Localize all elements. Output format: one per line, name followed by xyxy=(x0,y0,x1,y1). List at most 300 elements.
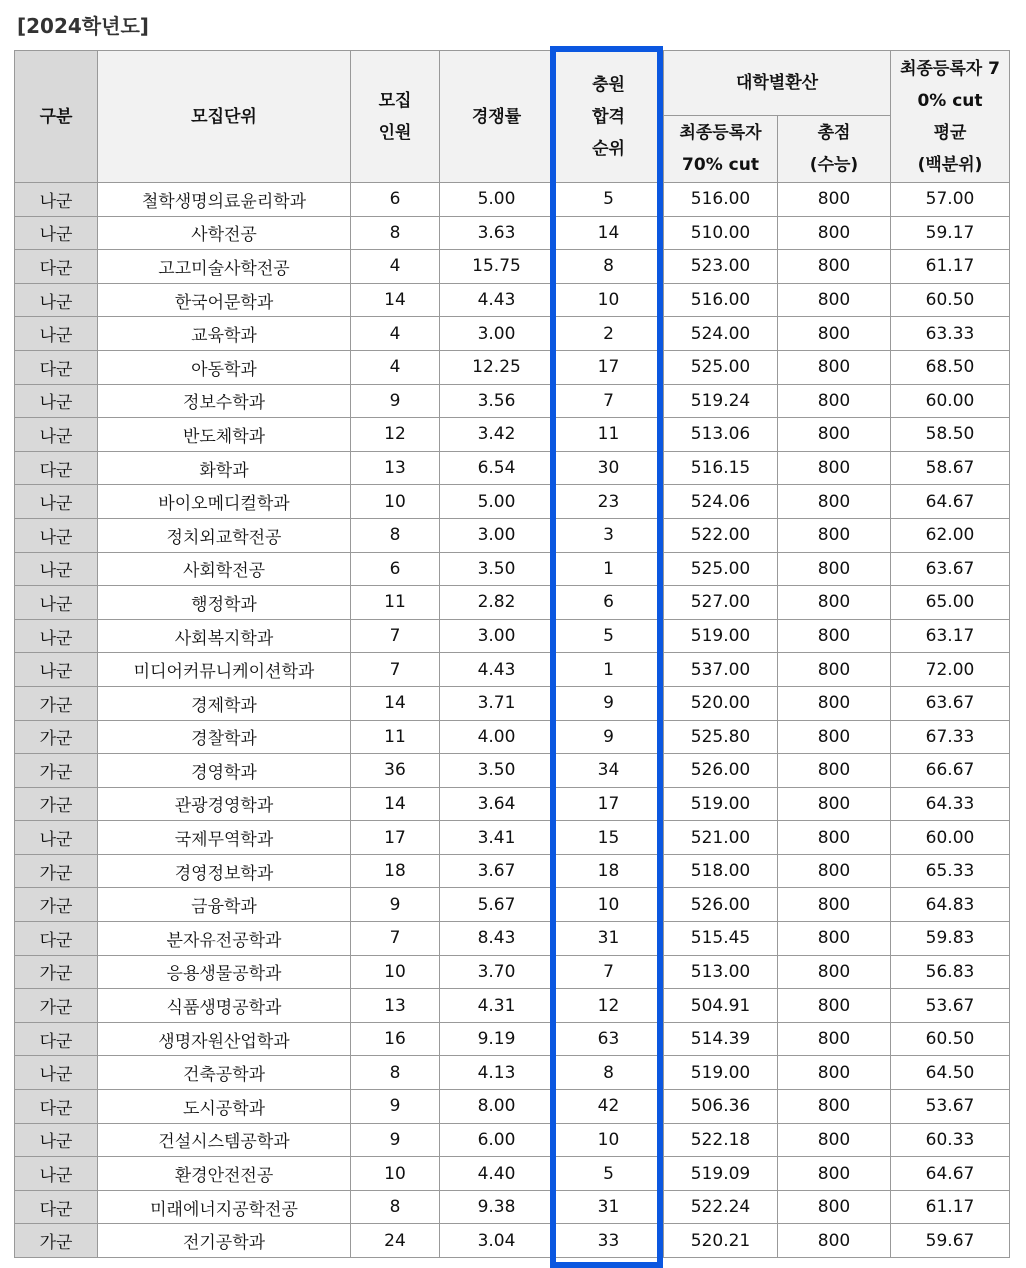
header-avg xyxy=(891,51,1010,183)
cell-quota: 10 xyxy=(351,1157,440,1191)
cell-unit: 응용생물공학과 xyxy=(98,955,351,989)
cell-quota: 8 xyxy=(351,1190,440,1224)
cell-rank: 18 xyxy=(554,854,664,888)
cell-unit: 식품생명공학과 xyxy=(98,989,351,1023)
table-row xyxy=(15,754,1010,788)
cell-gubun: 나군 xyxy=(15,418,98,452)
cell-ratio: 3.64 xyxy=(440,787,554,821)
cell-avg: 59.17 xyxy=(891,216,1010,250)
cell-gubun: 나군 xyxy=(15,821,98,855)
header-cut70-line1: 최종등록자 xyxy=(679,123,762,143)
cell-cut70: 524.06 xyxy=(664,485,778,519)
table-row xyxy=(15,989,1010,1023)
cell-unit: 환경안전전공 xyxy=(98,1157,351,1191)
table-row xyxy=(15,1157,1010,1191)
table-row xyxy=(15,1190,1010,1224)
cell-cut70: 521.00 xyxy=(664,821,778,855)
cell-gubun: 나군 xyxy=(15,283,98,317)
cell-cut70: 516.15 xyxy=(664,451,778,485)
cell-gubun: 가군 xyxy=(15,854,98,888)
table-row xyxy=(15,686,1010,720)
cell-gubun: 가군 xyxy=(15,888,98,922)
cell-total: 800 xyxy=(778,1224,891,1258)
cell-cut70: 515.45 xyxy=(664,922,778,956)
cell-ratio: 12.25 xyxy=(440,350,554,384)
cell-ratio: 3.04 xyxy=(440,1224,554,1258)
cell-gubun: 나군 xyxy=(15,1157,98,1191)
header-quota xyxy=(351,51,440,183)
cell-cut70: 526.00 xyxy=(664,888,778,922)
table-row xyxy=(15,787,1010,821)
cell-cut70: 522.00 xyxy=(664,518,778,552)
cell-quota: 4 xyxy=(351,350,440,384)
cell-gubun: 나군 xyxy=(15,485,98,519)
cell-total: 800 xyxy=(778,1022,891,1056)
cell-cut70: 523.00 xyxy=(664,250,778,284)
cell-cut70: 537.00 xyxy=(664,653,778,687)
cell-total: 800 xyxy=(778,1157,891,1191)
cell-quota: 24 xyxy=(351,1224,440,1258)
cell-ratio: 4.13 xyxy=(440,1056,554,1090)
cell-cut70: 526.00 xyxy=(664,754,778,788)
cell-avg: 68.50 xyxy=(891,350,1010,384)
table-row xyxy=(15,1224,1010,1258)
cell-unit: 경제학과 xyxy=(98,686,351,720)
table-row xyxy=(15,821,1010,855)
cell-avg: 61.17 xyxy=(891,1190,1010,1224)
cell-avg: 65.33 xyxy=(891,854,1010,888)
cell-ratio: 8.43 xyxy=(440,922,554,956)
admission-results-table xyxy=(14,50,1010,1258)
table-row xyxy=(15,1022,1010,1056)
cell-unit: 경찰학과 xyxy=(98,720,351,754)
cell-total: 800 xyxy=(778,485,891,519)
cell-ratio: 3.00 xyxy=(440,619,554,653)
cell-gubun: 나군 xyxy=(15,317,98,351)
cell-ratio: 3.63 xyxy=(440,216,554,250)
cell-unit: 금융학과 xyxy=(98,888,351,922)
cell-unit: 정치외교학전공 xyxy=(98,518,351,552)
cell-cut70: 519.00 xyxy=(664,787,778,821)
cell-quota: 8 xyxy=(351,1056,440,1090)
cell-rank: 9 xyxy=(554,720,664,754)
cell-rank: 10 xyxy=(554,1123,664,1157)
cell-avg: 57.00 xyxy=(891,183,1010,217)
cell-gubun: 다군 xyxy=(15,451,98,485)
header-univ-group: 대학별환산 xyxy=(664,51,891,116)
cell-rank: 10 xyxy=(554,283,664,317)
header-rank-line1: 충원 xyxy=(592,74,625,95)
cell-rank: 30 xyxy=(554,451,664,485)
header-gubun: 구분 xyxy=(15,51,98,183)
cell-ratio: 4.00 xyxy=(440,720,554,754)
cell-gubun: 나군 xyxy=(15,653,98,687)
cell-avg: 58.67 xyxy=(891,451,1010,485)
cell-total: 800 xyxy=(778,686,891,720)
header-avg-line3: 평균 xyxy=(933,122,967,143)
cell-quota: 9 xyxy=(351,1090,440,1124)
cell-cut70: 527.00 xyxy=(664,586,778,620)
table-row xyxy=(15,1056,1010,1090)
cell-avg: 64.67 xyxy=(891,1157,1010,1191)
cell-avg: 63.17 xyxy=(891,619,1010,653)
cell-quota: 4 xyxy=(351,317,440,351)
cell-unit: 경영학과 xyxy=(98,754,351,788)
table-row xyxy=(15,1123,1010,1157)
cell-avg: 64.33 xyxy=(891,787,1010,821)
cell-ratio: 8.00 xyxy=(440,1090,554,1124)
cell-ratio: 5.00 xyxy=(440,485,554,519)
cell-total: 800 xyxy=(778,250,891,284)
cell-cut70: 513.00 xyxy=(664,955,778,989)
cell-unit: 미디어커뮤니케이션학과 xyxy=(98,653,351,687)
cell-gubun: 다군 xyxy=(15,1190,98,1224)
cell-rank: 34 xyxy=(554,754,664,788)
cell-cut70: 518.00 xyxy=(664,854,778,888)
cell-quota: 11 xyxy=(351,586,440,620)
cell-rank: 5 xyxy=(554,1157,664,1191)
cell-avg: 62.00 xyxy=(891,518,1010,552)
cell-total: 800 xyxy=(778,518,891,552)
cell-ratio: 3.00 xyxy=(440,317,554,351)
cell-quota: 13 xyxy=(351,451,440,485)
cell-avg: 58.50 xyxy=(891,418,1010,452)
table-row xyxy=(15,552,1010,586)
cell-gubun: 다군 xyxy=(15,250,98,284)
cell-rank: 9 xyxy=(554,686,664,720)
cell-rank: 8 xyxy=(554,1056,664,1090)
header-unit: 모집단위 xyxy=(98,51,351,183)
table-row xyxy=(15,350,1010,384)
table-row xyxy=(15,283,1010,317)
cell-unit: 분자유전공학과 xyxy=(98,922,351,956)
cell-ratio: 3.50 xyxy=(440,552,554,586)
cell-unit: 한국어문학과 xyxy=(98,283,351,317)
cell-total: 800 xyxy=(778,821,891,855)
cell-rank: 7 xyxy=(554,384,664,418)
cell-avg: 59.67 xyxy=(891,1224,1010,1258)
cell-quota: 8 xyxy=(351,216,440,250)
cell-ratio: 3.50 xyxy=(440,754,554,788)
cell-ratio: 3.00 xyxy=(440,518,554,552)
cell-unit: 아동학과 xyxy=(98,350,351,384)
cell-unit: 전기공학과 xyxy=(98,1224,351,1258)
cell-ratio: 6.54 xyxy=(440,451,554,485)
cell-cut70: 525.00 xyxy=(664,552,778,586)
cell-gubun: 다군 xyxy=(15,1022,98,1056)
table-row xyxy=(15,384,1010,418)
cell-ratio: 3.71 xyxy=(440,686,554,720)
cell-avg: 64.83 xyxy=(891,888,1010,922)
cell-rank: 31 xyxy=(554,1190,664,1224)
cell-avg: 63.67 xyxy=(891,552,1010,586)
cell-rank: 6 xyxy=(554,586,664,620)
cell-ratio: 3.70 xyxy=(440,955,554,989)
cell-total: 800 xyxy=(778,787,891,821)
cell-total: 800 xyxy=(778,283,891,317)
cell-unit: 건축공학과 xyxy=(98,1056,351,1090)
header-ratio: 경쟁률 xyxy=(440,51,554,183)
cell-total: 800 xyxy=(778,350,891,384)
cell-total: 800 xyxy=(778,1190,891,1224)
cell-total: 800 xyxy=(778,720,891,754)
cell-quota: 9 xyxy=(351,888,440,922)
header-rank xyxy=(554,51,664,183)
cell-quota: 14 xyxy=(351,787,440,821)
cell-quota: 7 xyxy=(351,619,440,653)
table-row xyxy=(15,518,1010,552)
cell-gubun: 다군 xyxy=(15,922,98,956)
cell-gubun: 가군 xyxy=(15,720,98,754)
cell-quota: 7 xyxy=(351,922,440,956)
cell-rank: 17 xyxy=(554,350,664,384)
cell-gubun: 나군 xyxy=(15,619,98,653)
cell-unit: 반도체학과 xyxy=(98,418,351,452)
cell-gubun: 나군 xyxy=(15,183,98,217)
table-row xyxy=(15,955,1010,989)
cell-avg: 60.00 xyxy=(891,821,1010,855)
header-avg-line4: (백분위) xyxy=(917,154,983,175)
cell-cut70: 514.39 xyxy=(664,1022,778,1056)
cell-quota: 13 xyxy=(351,989,440,1023)
cell-avg: 66.67 xyxy=(891,754,1010,788)
cell-total: 800 xyxy=(778,989,891,1023)
header-cut70 xyxy=(664,116,778,183)
cell-ratio: 3.56 xyxy=(440,384,554,418)
cell-rank: 23 xyxy=(554,485,664,519)
cell-rank: 31 xyxy=(554,922,664,956)
cell-gubun: 나군 xyxy=(15,1123,98,1157)
cell-quota: 11 xyxy=(351,720,440,754)
table-row xyxy=(15,183,1010,217)
cell-rank: 5 xyxy=(554,183,664,217)
header-total-line1: 총점 xyxy=(817,123,851,143)
cell-avg: 67.33 xyxy=(891,720,1010,754)
cell-quota: 10 xyxy=(351,485,440,519)
cell-rank: 11 xyxy=(554,418,664,452)
cell-avg: 63.33 xyxy=(891,317,1010,351)
cell-quota: 7 xyxy=(351,653,440,687)
header-rank-line3: 순위 xyxy=(592,138,625,159)
cell-cut70: 504.91 xyxy=(664,989,778,1023)
cell-rank: 2 xyxy=(554,317,664,351)
table-row xyxy=(15,1090,1010,1124)
cell-total: 800 xyxy=(778,1123,891,1157)
cell-avg: 59.83 xyxy=(891,922,1010,956)
cell-unit: 행정학과 xyxy=(98,586,351,620)
table-row xyxy=(15,854,1010,888)
cell-unit: 사회학전공 xyxy=(98,552,351,586)
cell-quota: 18 xyxy=(351,854,440,888)
cell-cut70: 519.00 xyxy=(664,619,778,653)
table-row xyxy=(15,653,1010,687)
cell-gubun: 가군 xyxy=(15,754,98,788)
cell-quota: 16 xyxy=(351,1022,440,1056)
cell-quota: 9 xyxy=(351,384,440,418)
cell-avg: 63.67 xyxy=(891,686,1010,720)
cell-cut70: 510.00 xyxy=(664,216,778,250)
cell-total: 800 xyxy=(778,1056,891,1090)
header-avg-line1: 최종등록자 7 xyxy=(900,58,1000,79)
cell-unit: 정보수학과 xyxy=(98,384,351,418)
cell-total: 800 xyxy=(778,451,891,485)
table-row xyxy=(15,216,1010,250)
cell-total: 800 xyxy=(778,183,891,217)
cell-cut70: 525.00 xyxy=(664,350,778,384)
cell-avg: 60.50 xyxy=(891,1022,1010,1056)
cell-avg: 65.00 xyxy=(891,586,1010,620)
cell-ratio: 4.43 xyxy=(440,283,554,317)
cell-avg: 53.67 xyxy=(891,1090,1010,1124)
cell-cut70: 519.00 xyxy=(664,1056,778,1090)
cell-unit: 화학과 xyxy=(98,451,351,485)
cell-gubun: 나군 xyxy=(15,216,98,250)
cell-unit: 도시공학과 xyxy=(98,1090,351,1124)
cell-ratio: 3.67 xyxy=(440,854,554,888)
header-total-line2: (수능) xyxy=(809,155,859,175)
cell-total: 800 xyxy=(778,619,891,653)
cell-ratio: 6.00 xyxy=(440,1123,554,1157)
cell-unit: 철학생명의료윤리학과 xyxy=(98,183,351,217)
cell-unit: 건설시스템공학과 xyxy=(98,1123,351,1157)
cell-quota: 36 xyxy=(351,754,440,788)
cell-rank: 17 xyxy=(554,787,664,821)
table-row xyxy=(15,485,1010,519)
table-row xyxy=(15,586,1010,620)
cell-avg: 56.83 xyxy=(891,955,1010,989)
cell-avg: 64.67 xyxy=(891,485,1010,519)
cell-unit: 바이오메디컬학과 xyxy=(98,485,351,519)
cell-total: 800 xyxy=(778,586,891,620)
cell-gubun: 나군 xyxy=(15,384,98,418)
cell-cut70: 525.80 xyxy=(664,720,778,754)
cell-ratio: 5.67 xyxy=(440,888,554,922)
cell-rank: 8 xyxy=(554,250,664,284)
cell-rank: 1 xyxy=(554,552,664,586)
table-row xyxy=(15,250,1010,284)
table-row xyxy=(15,888,1010,922)
cell-gubun: 가군 xyxy=(15,989,98,1023)
cell-cut70: 522.24 xyxy=(664,1190,778,1224)
cell-rank: 3 xyxy=(554,518,664,552)
cell-quota: 12 xyxy=(351,418,440,452)
cell-gubun: 나군 xyxy=(15,1056,98,1090)
cell-avg: 61.17 xyxy=(891,250,1010,284)
cell-avg: 64.50 xyxy=(891,1056,1010,1090)
cell-unit: 사회복지학과 xyxy=(98,619,351,653)
cell-quota: 14 xyxy=(351,686,440,720)
cell-rank: 7 xyxy=(554,955,664,989)
cell-gubun: 다군 xyxy=(15,1090,98,1124)
cell-cut70: 513.06 xyxy=(664,418,778,452)
cell-ratio: 4.43 xyxy=(440,653,554,687)
page-title: [2024학년도] xyxy=(17,14,149,38)
cell-gubun: 나군 xyxy=(15,518,98,552)
cell-gubun: 가군 xyxy=(15,1224,98,1258)
cell-unit: 관광경영학과 xyxy=(98,787,351,821)
cell-cut70: 516.00 xyxy=(664,183,778,217)
cell-avg: 53.67 xyxy=(891,989,1010,1023)
cell-rank: 1 xyxy=(554,653,664,687)
cell-rank: 10 xyxy=(554,888,664,922)
cell-cut70: 524.00 xyxy=(664,317,778,351)
cell-rank: 14 xyxy=(554,216,664,250)
cell-avg: 60.00 xyxy=(891,384,1010,418)
cell-total: 800 xyxy=(778,955,891,989)
header-rank-line2: 합격 xyxy=(592,106,625,127)
table-row xyxy=(15,922,1010,956)
cell-unit: 미래에너지공학전공 xyxy=(98,1190,351,1224)
table-row xyxy=(15,451,1010,485)
table-row xyxy=(15,317,1010,351)
header-quota-line2: 인원 xyxy=(378,122,412,143)
table-row xyxy=(15,418,1010,452)
cell-rank: 15 xyxy=(554,821,664,855)
cell-ratio: 3.41 xyxy=(440,821,554,855)
table-row xyxy=(15,720,1010,754)
cell-total: 800 xyxy=(778,418,891,452)
cell-gubun: 나군 xyxy=(15,586,98,620)
cell-gubun: 다군 xyxy=(15,350,98,384)
cell-ratio: 2.82 xyxy=(440,586,554,620)
cell-ratio: 5.00 xyxy=(440,183,554,217)
cell-total: 800 xyxy=(778,384,891,418)
cell-gubun: 가군 xyxy=(15,955,98,989)
header-total xyxy=(778,116,891,183)
cell-ratio: 4.40 xyxy=(440,1157,554,1191)
cell-avg: 60.33 xyxy=(891,1123,1010,1157)
cell-quota: 6 xyxy=(351,552,440,586)
cell-rank: 33 xyxy=(554,1224,664,1258)
cell-gubun: 가군 xyxy=(15,686,98,720)
cell-total: 800 xyxy=(778,754,891,788)
cell-total: 800 xyxy=(778,888,891,922)
cell-rank: 5 xyxy=(554,619,664,653)
cell-cut70: 519.24 xyxy=(664,384,778,418)
cell-ratio: 3.42 xyxy=(440,418,554,452)
cell-quota: 4 xyxy=(351,250,440,284)
table-row xyxy=(15,619,1010,653)
cell-avg: 60.50 xyxy=(891,283,1010,317)
cell-gubun: 가군 xyxy=(15,787,98,821)
cell-cut70: 506.36 xyxy=(664,1090,778,1124)
cell-unit: 고고미술사학전공 xyxy=(98,250,351,284)
cell-quota: 14 xyxy=(351,283,440,317)
cell-total: 800 xyxy=(778,1090,891,1124)
cell-unit: 국제무역학과 xyxy=(98,821,351,855)
header-quota-line1: 모집 xyxy=(378,90,412,111)
cell-total: 800 xyxy=(778,317,891,351)
cell-cut70: 520.00 xyxy=(664,686,778,720)
cell-total: 800 xyxy=(778,552,891,586)
cell-cut70: 520.21 xyxy=(664,1224,778,1258)
cell-ratio: 9.19 xyxy=(440,1022,554,1056)
header-cut70-line2: 70% cut xyxy=(682,155,759,175)
cell-quota: 17 xyxy=(351,821,440,855)
cell-quota: 6 xyxy=(351,183,440,217)
cell-cut70: 516.00 xyxy=(664,283,778,317)
cell-total: 800 xyxy=(778,854,891,888)
cell-ratio: 9.38 xyxy=(440,1190,554,1224)
cell-quota: 9 xyxy=(351,1123,440,1157)
cell-total: 800 xyxy=(778,216,891,250)
cell-gubun: 나군 xyxy=(15,552,98,586)
cell-avg: 72.00 xyxy=(891,653,1010,687)
cell-cut70: 522.18 xyxy=(664,1123,778,1157)
cell-unit: 사학전공 xyxy=(98,216,351,250)
cell-total: 800 xyxy=(778,653,891,687)
cell-unit: 교육학과 xyxy=(98,317,351,351)
